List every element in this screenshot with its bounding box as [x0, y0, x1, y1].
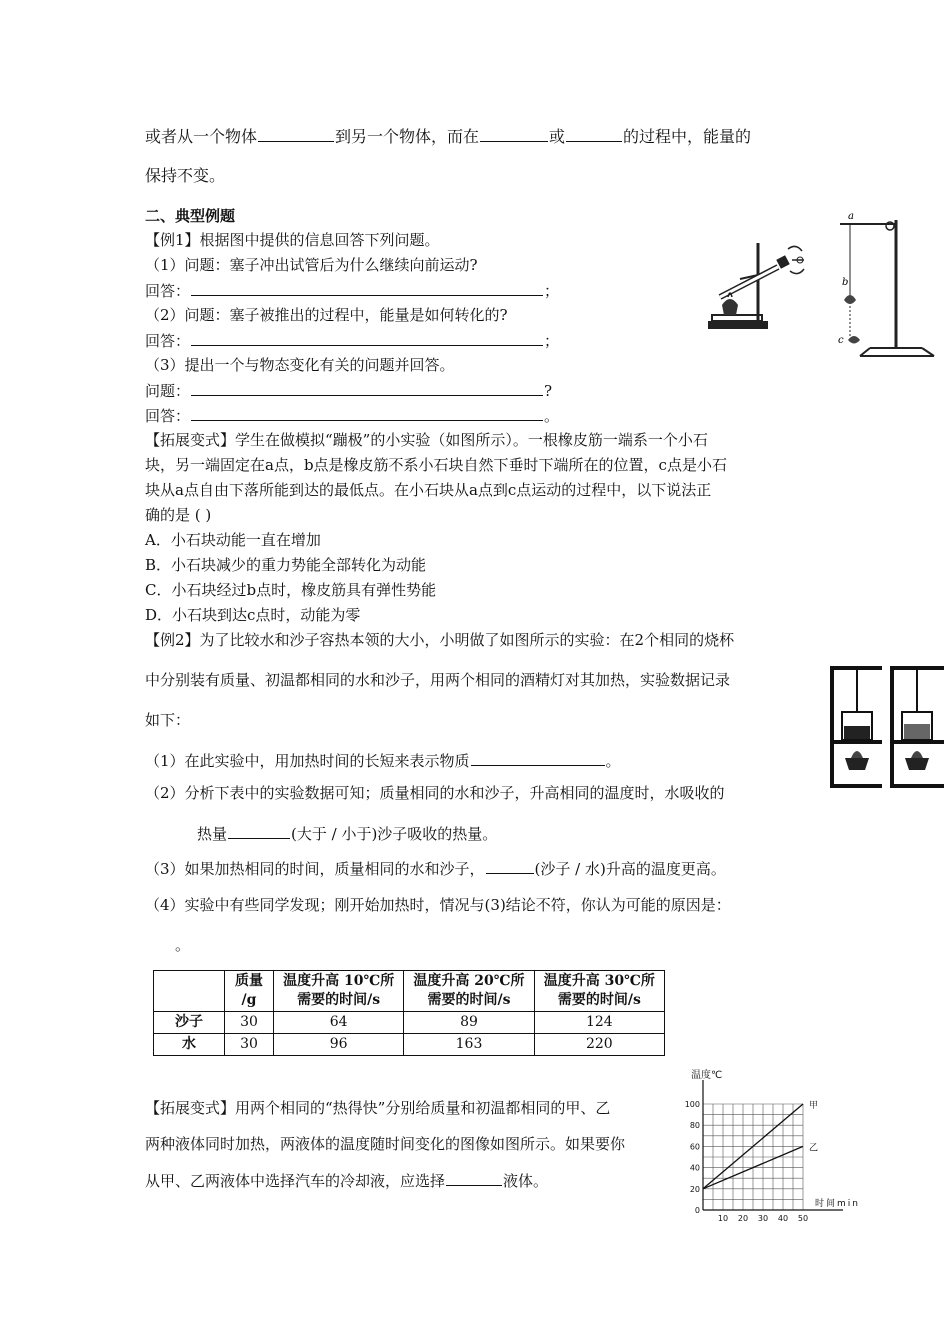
text-line: 块，另一端固定在a点，b点是橡皮筋不系小石块自然下垂时下端所在的位置，c点是小石 [145, 456, 727, 474]
label-c: c [838, 335, 844, 346]
answer-blank[interactable] [191, 280, 543, 296]
text-line: 确的是 ( ) [145, 506, 212, 524]
text-line: 中分别装有质量、初温都相同的水和沙子，用两个相同的酒精灯对其加热，实验数据记录 [145, 671, 731, 689]
table-row: 沙子 30 64 89 124 [154, 1012, 665, 1034]
table-header: 温度升高 10℃所 需要的时间/s [274, 971, 404, 1012]
y-tick-label: 60 [689, 1142, 700, 1152]
question-3: （3）提出一个与物态变化有关的问题并回答。 [145, 356, 455, 374]
label-a: a [848, 211, 854, 222]
beaker-sand-setup [830, 666, 882, 788]
option-d[interactable]: D．小石块到达c点时，动能为零 [145, 606, 361, 624]
answer-blank[interactable] [191, 405, 543, 421]
part-1: （1）在此实验中，用加热时间的长短来表示物质 。 [145, 752, 621, 770]
table-header: 质量 /g [225, 971, 274, 1012]
test-tube-figure [700, 235, 810, 340]
text-line: 【拓展变式】学生在做模拟“蹦极”的小实验（如图所示）。一根橡皮筋一端系一个小石 [145, 431, 708, 449]
answer-blank[interactable] [471, 750, 605, 766]
x-tick-label: 10 [717, 1214, 729, 1223]
part-2: （2）分析下表中的实验数据可知；质量相同的水和沙子，升高相同的温度时，水吸收的 [145, 784, 725, 802]
answer-blank[interactable] [486, 858, 534, 874]
text-line: 或者从一个物体 到另一个物体，而在 或 的过程中，能量的 [145, 127, 752, 146]
question-2: （2）问题：塞子被推出的过程中，能量是如何转化的? [145, 306, 508, 324]
ask-line: 问题： ? [145, 382, 553, 400]
answer-line-1: 回答： ； [145, 282, 560, 300]
y-tick-label: 0 [694, 1206, 700, 1215]
x-tick-label: 50 [797, 1214, 809, 1223]
text-line: 保持不变。 [145, 166, 226, 185]
x-tick-label: 40 [777, 1214, 789, 1223]
y-tick-label: 80 [689, 1121, 700, 1131]
x-tick-label: 30 [757, 1214, 769, 1223]
part-2-cont: 热量 (大于 / 小于)沙子吸收的热量。 [197, 825, 498, 843]
text-line: 两种液体同时加热，两液体的温度随时间变化的图像如图所示。如果要你 [145, 1135, 626, 1153]
answer-blank[interactable] [446, 1170, 502, 1186]
answer-line-3: 回答： 。 [145, 407, 560, 425]
text-line: 块从a点自由下落所能到达的最低点。在小石块从a点到c点运动的过程中，以下说法正 [145, 481, 712, 499]
table-header: 温度升高 20℃所 需要的时间/s [404, 971, 534, 1012]
label-b: b [842, 277, 849, 288]
answer-blank[interactable] [566, 126, 622, 142]
y-tick-label: 40 [689, 1163, 700, 1173]
answer-blank[interactable] [191, 380, 543, 396]
part-4-end: 。 [175, 936, 191, 954]
option-b[interactable]: B．小石块减少的重力势能全部转化为动能 [145, 556, 427, 574]
x-axis-label: 时间min [815, 1199, 860, 1209]
series-label: 乙 [809, 1143, 819, 1154]
y-tick-label: 20 [689, 1184, 700, 1194]
table-row: 水 30 96 163 220 [154, 1034, 665, 1056]
series-label: 甲 [809, 1101, 819, 1111]
example-1-title: 【例1】根据图中提供的信息回答下列问题。 [145, 231, 440, 249]
x-tick-label: 20 [737, 1214, 749, 1223]
answer-line-2: 回答： ； [145, 332, 560, 350]
bungee-figure [830, 210, 948, 365]
option-a[interactable]: A．小石块动能一直在增加 [145, 531, 321, 549]
question-1: （1）问题：塞子冲出试管后为什么继续向前运动? [145, 256, 478, 274]
part-4: （4）实验中有些同学发现；刚开始加热时，情况与(3)结论不符，你认为可能的原因是： [145, 896, 731, 914]
option-c[interactable]: C．小石块经过b点时，橡皮筋具有弹性势能 [145, 581, 437, 599]
part-3: （3）如果加热相同的时间，质量相同的水和沙子， (沙子 / 水)升高的温度更高。 [145, 860, 726, 878]
data-table [153, 970, 665, 1056]
answer-blank[interactable] [228, 823, 290, 839]
answer-blank[interactable] [258, 126, 334, 142]
temperature-chart [665, 1068, 885, 1228]
answer-blank[interactable] [480, 126, 548, 142]
section-heading: 二、典型例题 [145, 207, 236, 225]
table-header-row [154, 971, 665, 1012]
y-axis-label: 温度℃ [691, 1070, 723, 1081]
example-2-title: 【例2】为了比较水和沙子容热本领的大小，小明做了如图所示的实验：在2个相同的烧杯 [145, 631, 735, 649]
text-line: 如下： [145, 711, 191, 729]
text-line: 从甲、乙两液体中选择汽车的冷却液，应选择 液体。 [145, 1172, 549, 1190]
y-tick-label: 100 [684, 1100, 700, 1109]
table-header: 温度升高 30℃所 需要的时间/s [534, 971, 664, 1012]
beaker-water-setup [890, 666, 944, 788]
beakers-figure [827, 660, 949, 790]
answer-blank[interactable] [191, 330, 543, 346]
text-line: 【拓展变式】用两个相同的“热得快”分别给质量和初温都相同的甲、乙 [145, 1099, 611, 1117]
